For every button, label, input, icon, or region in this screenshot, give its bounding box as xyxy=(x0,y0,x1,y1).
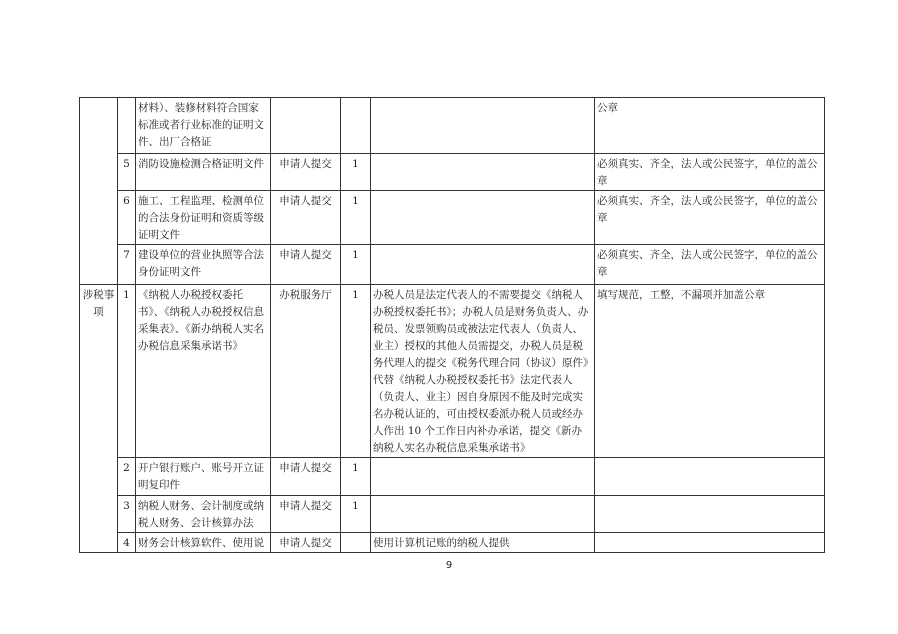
material-name: 施工、工程监理、检测单位的合法身份证明和资质等级证明文件 xyxy=(136,191,271,245)
material-note xyxy=(371,98,595,154)
material-note xyxy=(371,191,595,245)
table-row xyxy=(80,245,825,285)
material-requirement xyxy=(595,458,825,496)
material-count: 1 xyxy=(341,496,371,533)
material-source: 办税服务厅 xyxy=(271,285,341,458)
material-requirement: 公章 xyxy=(595,98,825,154)
row-number: 5 xyxy=(118,154,136,191)
document-table xyxy=(79,97,825,553)
material-count: 1 xyxy=(341,458,371,496)
material-source xyxy=(271,98,341,154)
material-source: 申请人提交 xyxy=(271,191,341,245)
material-count: 1 xyxy=(341,191,371,245)
material-count: 1 xyxy=(341,285,371,458)
material-count xyxy=(341,98,371,154)
table-row xyxy=(80,191,825,245)
material-name: 开户银行账户、账号开立证明复印件 xyxy=(136,458,271,496)
category-cell: 涉税事项 xyxy=(80,285,118,553)
row-number: 6 xyxy=(118,191,136,245)
row-number xyxy=(118,98,136,154)
material-requirement xyxy=(595,533,825,553)
material-name: 纳税人财务、会计制度或纳税人财务、会计核算办法 xyxy=(136,496,271,533)
material-name: 《纳税人办税授权委托书》、《纳税人办税授权信息采集表》、《新办纳税人实名办税信息采集承诺书》 xyxy=(136,285,271,458)
material-requirement: 必须真实、齐全，法人或公民签字，单位的盖公章 xyxy=(595,245,825,285)
material-requirement: 必须真实、齐全，法人或公民签字，单位的盖公章 xyxy=(595,191,825,245)
table-row xyxy=(80,285,825,458)
material-source: 申请人提交 xyxy=(271,496,341,533)
material-count: 1 xyxy=(341,245,371,285)
material-note: 办税人员是法定代表人的不需要提交《纳税人办税授权委托书》；办税人员是财务负责人、办税员、发票领购员或被法定代表人（负责人、业主）授权的其他人员需提交，办税人员是税务代理人的提交《税务代理合同（协议）原件》代替《纳税人办税授权委托书》法定代表人（负责人、业主）因自身原因不能及时完成实名办税认证的，可由授权委派办税人员或经办人作出 10 个工作日内补办承诺，提交《新办纳税人实名办税信息采集承诺书》 xyxy=(371,285,595,458)
material-note xyxy=(371,496,595,533)
material-note xyxy=(371,154,595,191)
material-requirement xyxy=(595,496,825,533)
material-count: 1 xyxy=(341,154,371,191)
row-number: 3 xyxy=(118,496,136,533)
material-name: 建设单位的营业执照等合法身份证明文件 xyxy=(136,245,271,285)
material-name: 消防设施检测合格证明文件 xyxy=(136,154,271,191)
material-source: 申请人提交 xyxy=(271,458,341,496)
page-number: 9 xyxy=(445,560,453,571)
material-count xyxy=(341,533,371,553)
category-cell xyxy=(80,98,118,285)
material-source: 申请人提交 xyxy=(271,533,341,553)
row-number: 2 xyxy=(118,458,136,496)
material-source: 申请人提交 xyxy=(271,154,341,191)
table-row xyxy=(80,496,825,533)
table-row xyxy=(80,154,825,191)
material-source: 申请人提交 xyxy=(271,245,341,285)
row-number: 4 xyxy=(118,533,136,553)
material-name: 财务会计核算软件、使用说 xyxy=(136,533,271,553)
material-note: 使用计算机记账的纳税人提供 xyxy=(371,533,595,553)
material-note xyxy=(371,458,595,496)
material-requirement: 填写规范，工整，不漏项并加盖公章 xyxy=(595,285,825,458)
material-requirement: 必须真实、齐全，法人或公民签字，单位的盖公章 xyxy=(595,154,825,191)
table-row xyxy=(80,98,825,154)
material-name: 材料）、装修材料符合国家标准或者行业标准的证明文件、出厂合格证 xyxy=(136,98,271,154)
table-row xyxy=(80,533,825,553)
row-number: 7 xyxy=(118,245,136,285)
row-number: 1 xyxy=(118,285,136,458)
table-row xyxy=(80,458,825,496)
material-note xyxy=(371,245,595,285)
